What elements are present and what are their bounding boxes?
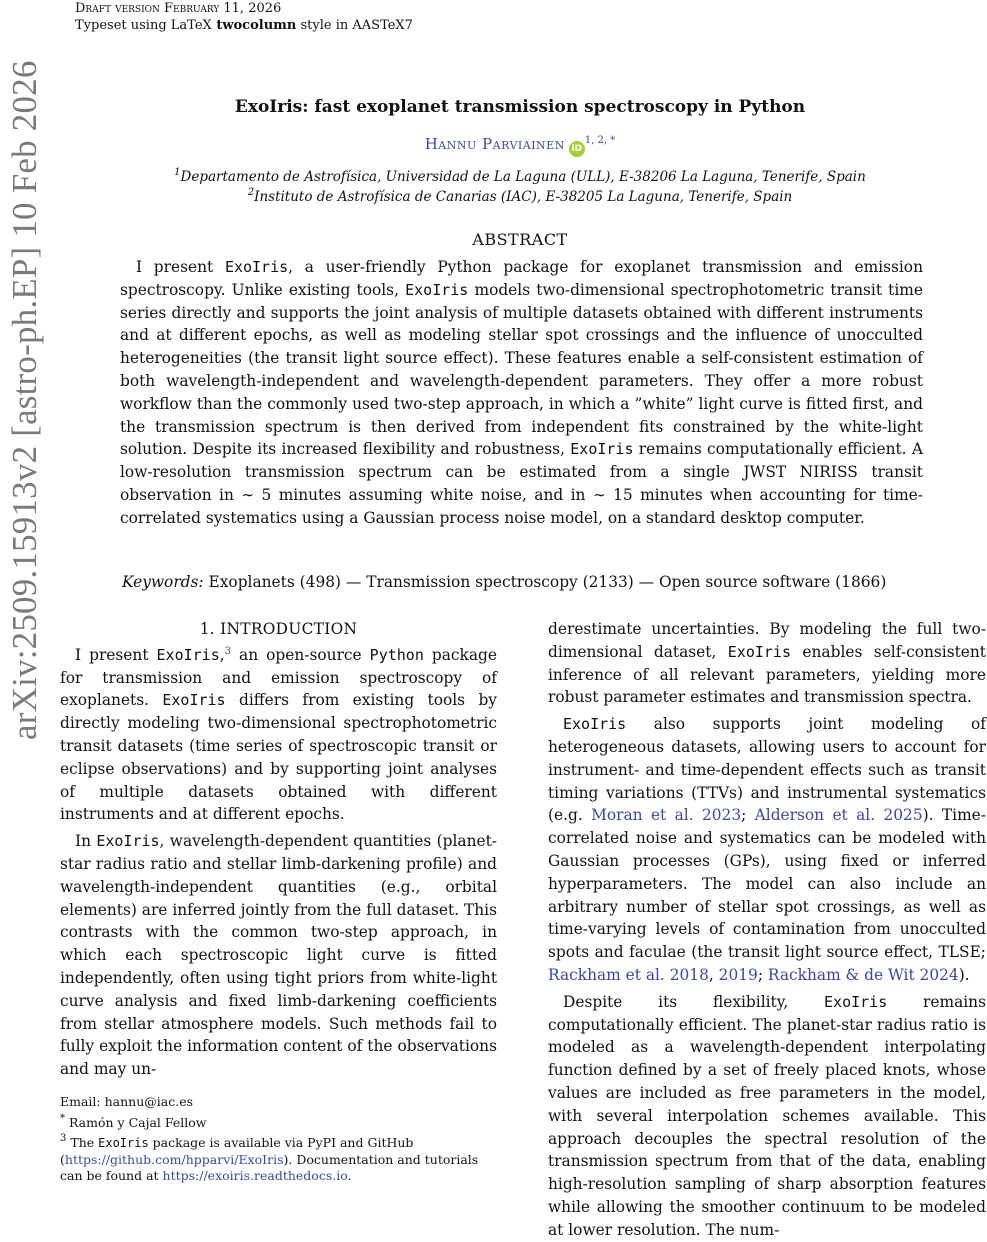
code-exoiris: ExoIris: [162, 691, 226, 710]
draft-header: [75, 0, 413, 34]
footnotes: [60, 1094, 497, 1185]
affiliation-1: [0, 167, 987, 185]
affiliation-text: Departamento de Astrofísica, Universidad de La Laguna (ULL), E-38206 La Laguna, Tenerife, Spain: [180, 169, 866, 185]
code-exoiris: ExoIris: [156, 645, 220, 664]
keywords-line: [122, 573, 886, 591]
typeset-suffix: style in AASTeX7: [296, 18, 413, 33]
citation-alderson-2025[interactable]: Alderson et al. 2025: [754, 806, 923, 825]
keywords-label: Keywords:: [122, 573, 204, 591]
author-affiliation-marks[interactable]: 1, 2, *: [584, 135, 616, 146]
arxiv-identifier-stamp: arXiv:2509.15913v2 [astro-ph.EP] 10 Feb 2026: [5, 60, 44, 740]
keywords-list: Exoplanets (498) — Transmission spectroscopy (2133) — Open source software (1866): [203, 573, 887, 591]
intro-paragraph-1: I present ExoIris,$^3$ an open-source Python package for transmission and emission spectroscopy of exoplanets. ExoIris differs from existing tools by directly modeling two-dimensional spectrophotometric transit datasets (time series of spectroscopic transit or eclipse observations) and by supporting joint analyses of multiple datasets obtained with different instruments and at different epochs.: [60, 645, 497, 824]
code-exoiris: ExoIris: [727, 642, 791, 661]
author-line: [0, 135, 987, 157]
code-exoiris: ExoIris: [563, 715, 627, 734]
footnote-3-mark[interactable]: 3: [224, 645, 232, 657]
section-heading-introduction: 1. INTRODUCTION: [199, 620, 358, 638]
code-exoiris: ExoIris: [824, 992, 888, 1011]
code-python: Python: [369, 645, 424, 664]
footnote-fellow: * Ramón y Cajal Fellow: [60, 1112, 207, 1130]
code-exoiris: ExoIris: [96, 832, 160, 851]
left-column: [60, 618, 497, 1081]
paper-title: ExoIris: fast exoplanet transmission spectroscopy in Python: [234, 97, 806, 117]
citation-rackham-2018[interactable]: Rackham et al. 2018: [548, 965, 709, 984]
affiliation-mark: 2: [247, 187, 255, 198]
intro-paragraph-2: In ExoIris, wavelength-dependent quantities (planet-star radius ratio and stellar limb-darkening profile) and wavelength-independent quantities (e.g., orbital elements) are inferred jointly from the full dataset. This contrasts with the common two-step approach, in which each spectroscopic light curve is fitted independently, often using tight priors from white-light curve analysis and fixed limb-darkening coefficients from stellar atmosphere models. Such methods fail to fully exploit the information content of the observations and may un-: [60, 832, 497, 1079]
code-exoiris: ExoIris: [98, 1136, 149, 1150]
abstract-body: I present ExoIris, a user-friendly Python package for exoplanet transmission and emission spectroscopy. Unlike existing tools, ExoIris models two-dimensional spectrophotometric transit time series directly and supports the joint analysis of multiple datasets obtained with different instruments and at different epochs, as well as modeling stellar spot crossings and the influence of unocculted heterogeneities (the transit light source effect). These features enable a self-consistent estimation of both wavelength-independent and wavelength-dependent parameters. They offer a more robust workflow than the commonly used two-step approach, in which a ”white” light curve is fitted first, and the transmission spectrum is then derived from independent fits constrained by the white-light solution. Despite its increased flexibility and robustness, ExoIris remains computationally efficient. A low-resolution transmission spectrum can be estimated from a single JWST NIRISS transit observation in ∼ 5 minutes assuming white noise, and in ∼ 15 minutes when accounting for time-correlated systematics using a Gaussian process noise model, on a standard desktop computer.: [120, 258, 923, 527]
footnote-email: Email: hannu@iac.es: [60, 1094, 194, 1109]
latex-logo: LaTeX: [170, 18, 212, 33]
draft-version-line: Draft version February 11, 2026: [75, 1, 282, 16]
affiliation-2: [0, 187, 987, 205]
affiliation-text: Instituto de Astrofísica de Canarias (IAC), E-38205 La Laguna, Tenerife, Spain: [254, 189, 793, 205]
footnote-3: $^3$ The ExoIris package is available via PyPI and GitHub (https://github.com/hpparvi/ExoIris). Documentation and tutorials can be found at https://exoiris.readthedocs.io.: [60, 1133, 479, 1183]
intro-paragraph-2-continued: derestimate uncertainties. By modeling the full two-dimensional dataset, ExoIris enables self-consistent inference of all relevant parameters, yielding more robust parameter estimates and transmission spectra.: [548, 620, 986, 707]
code-exoiris: ExoIris: [224, 258, 289, 276]
code-exoiris: ExoIris: [570, 440, 634, 459]
author-name[interactable]: Hannu Parviainen: [424, 135, 565, 153]
intro-paragraph-4: Despite its flexibility, ExoIris remains computationally efficient. The planet-star radius ratio is modeled as a wavelength-dependent interpolating function defined by a set of freely placed knots, whose values are included as free parameters in the model, with several interpolation schemes available. This approach decouples the spectral resolution of the transmission spectrum from that of the data, enabling high-resolution sampling of sharp absorption features while allowing the smoother continuum to be modeled at lower resolution. The num-: [548, 992, 986, 1239]
affiliation-mark: 1: [174, 167, 181, 178]
docs-link[interactable]: https://exoiris.readthedocs.io: [162, 1168, 348, 1183]
typeset-prefix: Typeset using: [75, 18, 171, 33]
right-column: [548, 618, 986, 1242]
citation-rackham-dewit-2024[interactable]: Rackham & de Wit 2024: [767, 965, 959, 984]
orcid-icon[interactable]: iD: [569, 141, 585, 157]
citation-moran-2023[interactable]: Moran et al. 2023: [591, 806, 742, 825]
typeset-line: [75, 17, 413, 34]
citation-rackham-2019[interactable]: 2019: [718, 965, 758, 984]
code-exoiris: ExoIris: [405, 280, 469, 299]
github-link[interactable]: https://github.com/hpparvi/ExoIris: [64, 1151, 284, 1167]
abstract-heading: ABSTRACT: [472, 230, 568, 249]
intro-paragraph-3: ExoIris also supports joint modeling of heterogeneous datasets, allowing users to account for instrument- and time-dependent effects such as transit timing variations (TTVs) and instrumental systematics (e.g. Moran et al. 2023; Alderson et al. 2025). Time-correlated noise and systematics can be modeled with Gaussian processes (GPs), using fixed or inferred hyperparameters. The model can also include an arbitrary number of stellar spot crossings, as well as time-varying levels of contamination from unocculted spots and faculae (the transit light source effect, TLSE; Rackham et al. 2018, 2019; Rackham & de Wit 2024).: [548, 715, 986, 984]
typeset-style-name: twocolumn: [216, 18, 297, 33]
